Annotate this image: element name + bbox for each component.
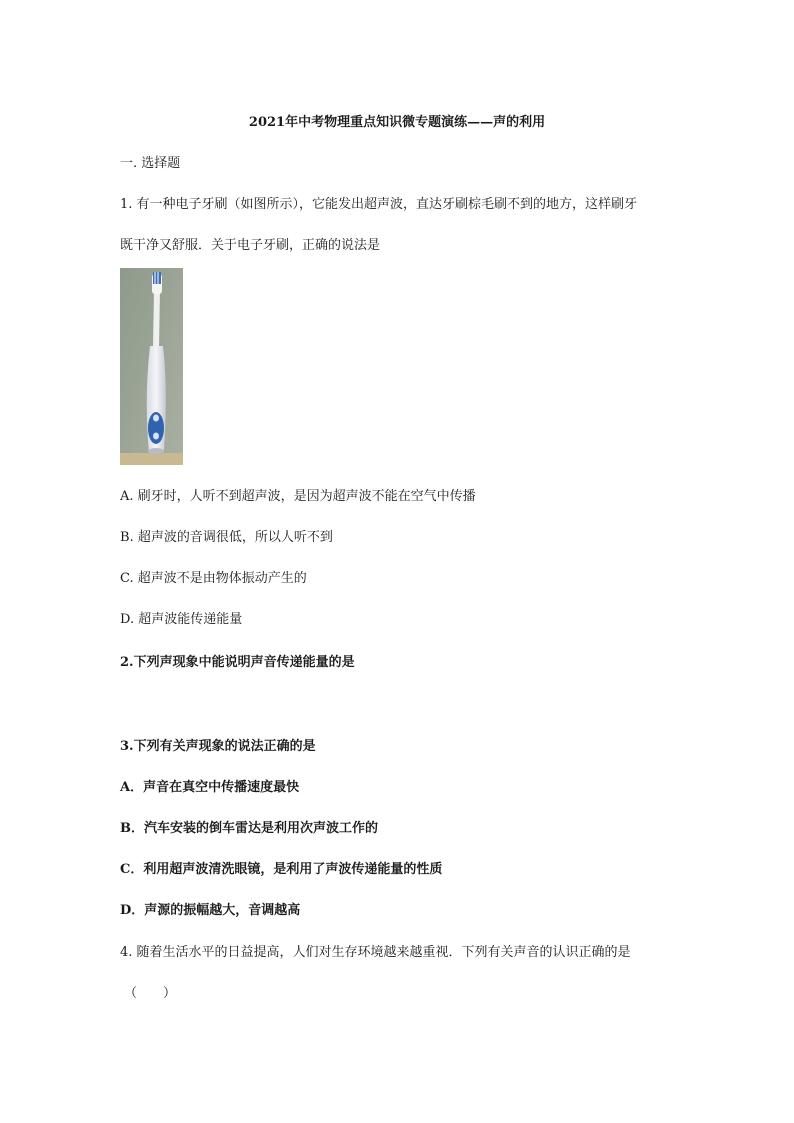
q4-stem-line2: （ ） [124,986,177,1001]
q1-stem-line1: 1. 有一种电子牙刷（如图所示），它能发出超声波，直达牙刷棕毛刷不到的地方，这样刷牙 [120,197,638,212]
q1-option-d: D. 超声波能传递能量 [120,612,243,627]
document-title: 2021年中考物理重点知识微专题演练——声的利用 [248,115,546,130]
q3-stem: 3.下列有关声现象的说法正确的是 [120,739,316,754]
q3-option-c: C．利用超声波清洗眼镜，是利用了声波传递能量的性质 [120,862,443,877]
q3-option-a: A．声音在真空中传播速度最快 [120,780,300,795]
q1-option-c: C. 超声波不是由物体振动产生的 [120,571,307,586]
q4-stem-line1: 4. 随着生活水平的日益提高，人们对生存环境越来越重视．下列有关声音的认识正确的是 [120,945,631,960]
q2-stem: 2.下列声现象中能说明声音传递能量的是 [120,655,355,670]
q3-option-d: D．声源的振幅越大，音调越高 [120,903,301,918]
toothbrush-photo [120,268,183,465]
q1-option-a: A. 刷牙时，人听不到超声波，是因为超声波不能在空气中传播 [120,489,476,504]
section-heading: 一. 选择题 [120,156,181,171]
q3-option-b: B．汽车安装的倒车雷达是利用次声波工作的 [120,821,378,836]
q1-stem-line2: 既干净又舒服．关于电子牙刷，正确的说法是 [120,238,381,253]
q1-option-b: B. 超声波的音调很低，所以人听不到 [120,530,333,545]
